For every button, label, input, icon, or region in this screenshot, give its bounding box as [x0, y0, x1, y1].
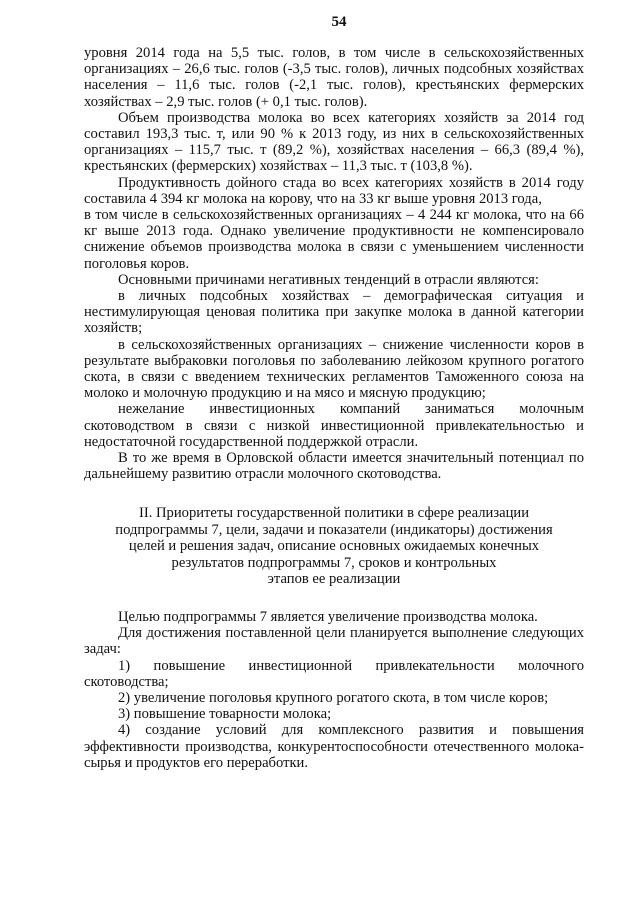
paragraph: в сельскохозяйственных организациях – снижение численности коров в результате выбраковки поголовья по заболеванию лейкозом крупного рогатого скота, в связи с введением технических регламентов Таможенного союза на молоко и молочную продукцию и на мясо и мясную продукцию;	[84, 336, 584, 402]
paragraph: В то же время в Орловской области имеется значительный потенциал по дальнейшему развитию отрасли молочного скотоводства.	[84, 450, 584, 483]
section-heading-line: этапов ее реализации	[267, 571, 401, 588]
section-heading-line: II. Приоритеты государственной политики в сфере реализации	[138, 505, 530, 522]
body-text-before	[84, 45, 584, 482]
paragraph: Основными причинами негативных тенденций в отрасли являются:	[118, 271, 539, 288]
paragraph: уровня 2014 года на 5,5 тыс. голов, в том числе в сельскохозяйственных организациях – 26,6 тыс. голов (-3,5 тыс. голов), личных подсобных хозяйствах населения – 11,6 тыс. голов (-2,1 тыс. голов), крестьянских фермерских хозяйствах – 2,9 тыс. голов (+ 0,1 тыс. голов).	[84, 45, 584, 110]
section-heading	[84, 505, 584, 588]
list-item: 1) повышение инвестиционной привлекательности молочного скотоводства;	[84, 657, 584, 690]
paragraph: Для достижения поставленной цели планируется выполнение следующих задач:	[84, 625, 584, 658]
body-text-after	[84, 609, 584, 771]
section-heading-line: результатов подпрограммы 7, сроков и контрольных	[171, 554, 497, 571]
list-item: 4) создание условий для комплексного развития и повышения эффективности производства, конкурентоспособности отечественного молока-сырья и продуктов его переработки.	[84, 722, 584, 771]
paragraph: Объем производства молока во всех категориях хозяйств за 2014 год составил 193,3 тыс. т, или 90 % к 2013 году, из них в сельскохозяйственных организациях – 115,7 тыс. т (89,2 %), хозяйствах населения – 66,3 (89,4 %), крестьянских (фермерских) хозяйствах – 11,3 тыс. т (103,8 %).	[84, 109, 584, 175]
section-heading-line: подпрограммы 7, цели, задачи и показатели (индикаторы) достижения	[115, 521, 553, 538]
page-number: 54	[331, 14, 347, 30]
paragraph: нежелание инвестиционных компаний заниматься молочным скотоводством в связи с низкой инвестиционной привлекательностью и недостаточной государственной поддержкой отрасли.	[84, 401, 584, 450]
list-item: 2) увеличение поголовья крупного рогатого скота, в том числе коров;	[118, 690, 549, 706]
paragraph: Целью подпрограммы 7 является увеличение производства молока.	[118, 608, 538, 625]
paragraph: Продуктивность дойного стада во всех категориях хозяйств в 2014 году составила 4 394 кг молока на корову, что на 33 кг выше уровня 2013 года,	[84, 174, 584, 207]
paragraph: в личных подсобных хозяйствах – демографическая ситуация и нестимулирующая ценовая политика при закупке молока в данной категории хозяйств;	[84, 288, 584, 337]
paragraph: в том числе в сельскохозяйственных организациях – 4 244 кг молока, что на 66 кг выше 2013 года. Однако увеличение продуктивности не компенсировало снижение объемов производства молока в связи с уменьшением численности поголовья коров.	[84, 207, 584, 272]
section-heading-line: целей и решения задач, описание основных ожидаемых конечных	[128, 538, 540, 555]
list-item: 3) повышение товарности молока;	[118, 706, 332, 723]
